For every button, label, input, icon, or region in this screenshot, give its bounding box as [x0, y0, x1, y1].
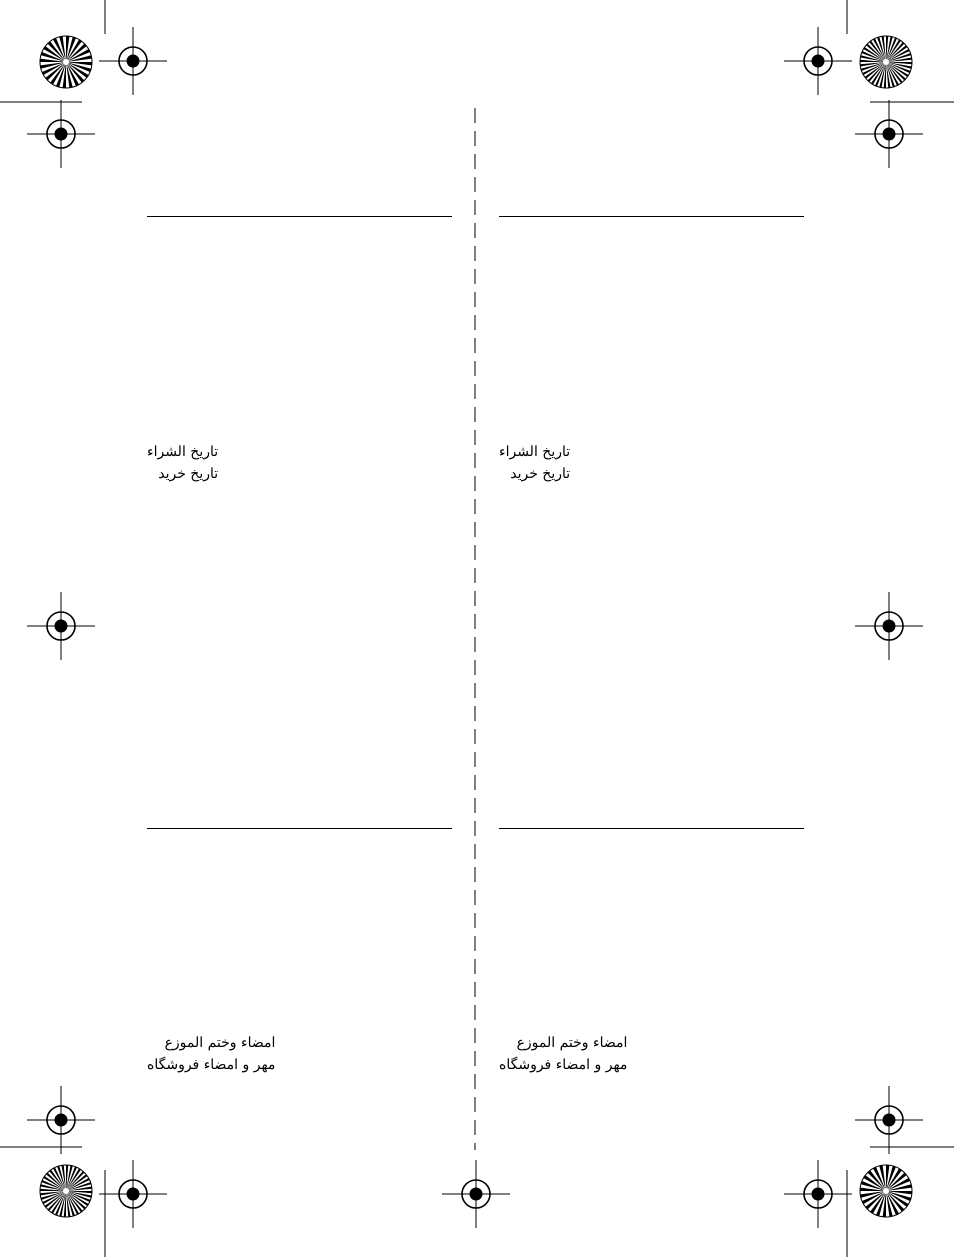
crosshair-circle-icon — [855, 100, 923, 168]
starburst-center — [883, 59, 889, 65]
starburst-ray — [886, 62, 912, 64]
dealer-stamp-label-right — [499, 1032, 627, 1076]
starburst-ray — [66, 1191, 92, 1193]
crosshair-circle-icon — [27, 592, 95, 660]
starburst-ray — [64, 1191, 66, 1217]
radial-starburst-icon — [40, 36, 92, 88]
starburst-center — [63, 1188, 69, 1194]
radial-starburst-icon — [860, 36, 912, 88]
starburst-ray — [40, 1189, 66, 1191]
signature-rule-left — [147, 828, 452, 829]
dealer-stamp-arabic: امضاء وختم الموزع — [516, 1035, 628, 1051]
starburst-center — [883, 1188, 889, 1194]
crosshair-circle-icon — [855, 1086, 923, 1154]
crosshair-circle-icon — [27, 1086, 95, 1154]
radial-starburst-icon — [860, 1165, 912, 1217]
crosshair-circle-icon — [99, 1160, 167, 1228]
dealer-stamp-arabic: امضاء وختم الموزع — [164, 1035, 276, 1051]
crosshair-circle-icon — [27, 100, 95, 168]
starburst-ray — [886, 36, 888, 62]
crosshair-circle-icon — [855, 592, 923, 660]
purchase-date-persian: تاريخ خريد — [158, 466, 219, 482]
crosshair-circle-icon — [784, 27, 852, 95]
dealer-stamp-persian: مهر و امضاء فروشگاه — [147, 1057, 276, 1073]
purchase-date-label-right — [499, 441, 570, 485]
signature-rule-right — [499, 828, 804, 829]
radial-starburst-icon — [40, 1165, 92, 1217]
header-rule-left — [147, 216, 452, 217]
starburst-center — [63, 59, 69, 65]
purchase-date-arabic: تاريخ الشراء — [147, 444, 219, 460]
starburst-ray — [66, 1165, 68, 1191]
starburst-ray — [884, 62, 886, 88]
crosshair-circle-icon — [442, 1160, 510, 1228]
dealer-stamp-label-left — [147, 1032, 275, 1076]
crosshair-circle-icon — [99, 27, 167, 95]
starburst-ray — [860, 60, 886, 62]
purchase-date-persian: تاريخ خريد — [510, 466, 571, 482]
crosshair-circle-icon — [784, 1160, 852, 1228]
purchase-date-arabic: تاريخ الشراء — [499, 444, 571, 460]
header-rule-right — [499, 216, 804, 217]
purchase-date-label-left — [147, 441, 218, 485]
dealer-stamp-persian: مهر و امضاء فروشگاه — [499, 1057, 628, 1073]
